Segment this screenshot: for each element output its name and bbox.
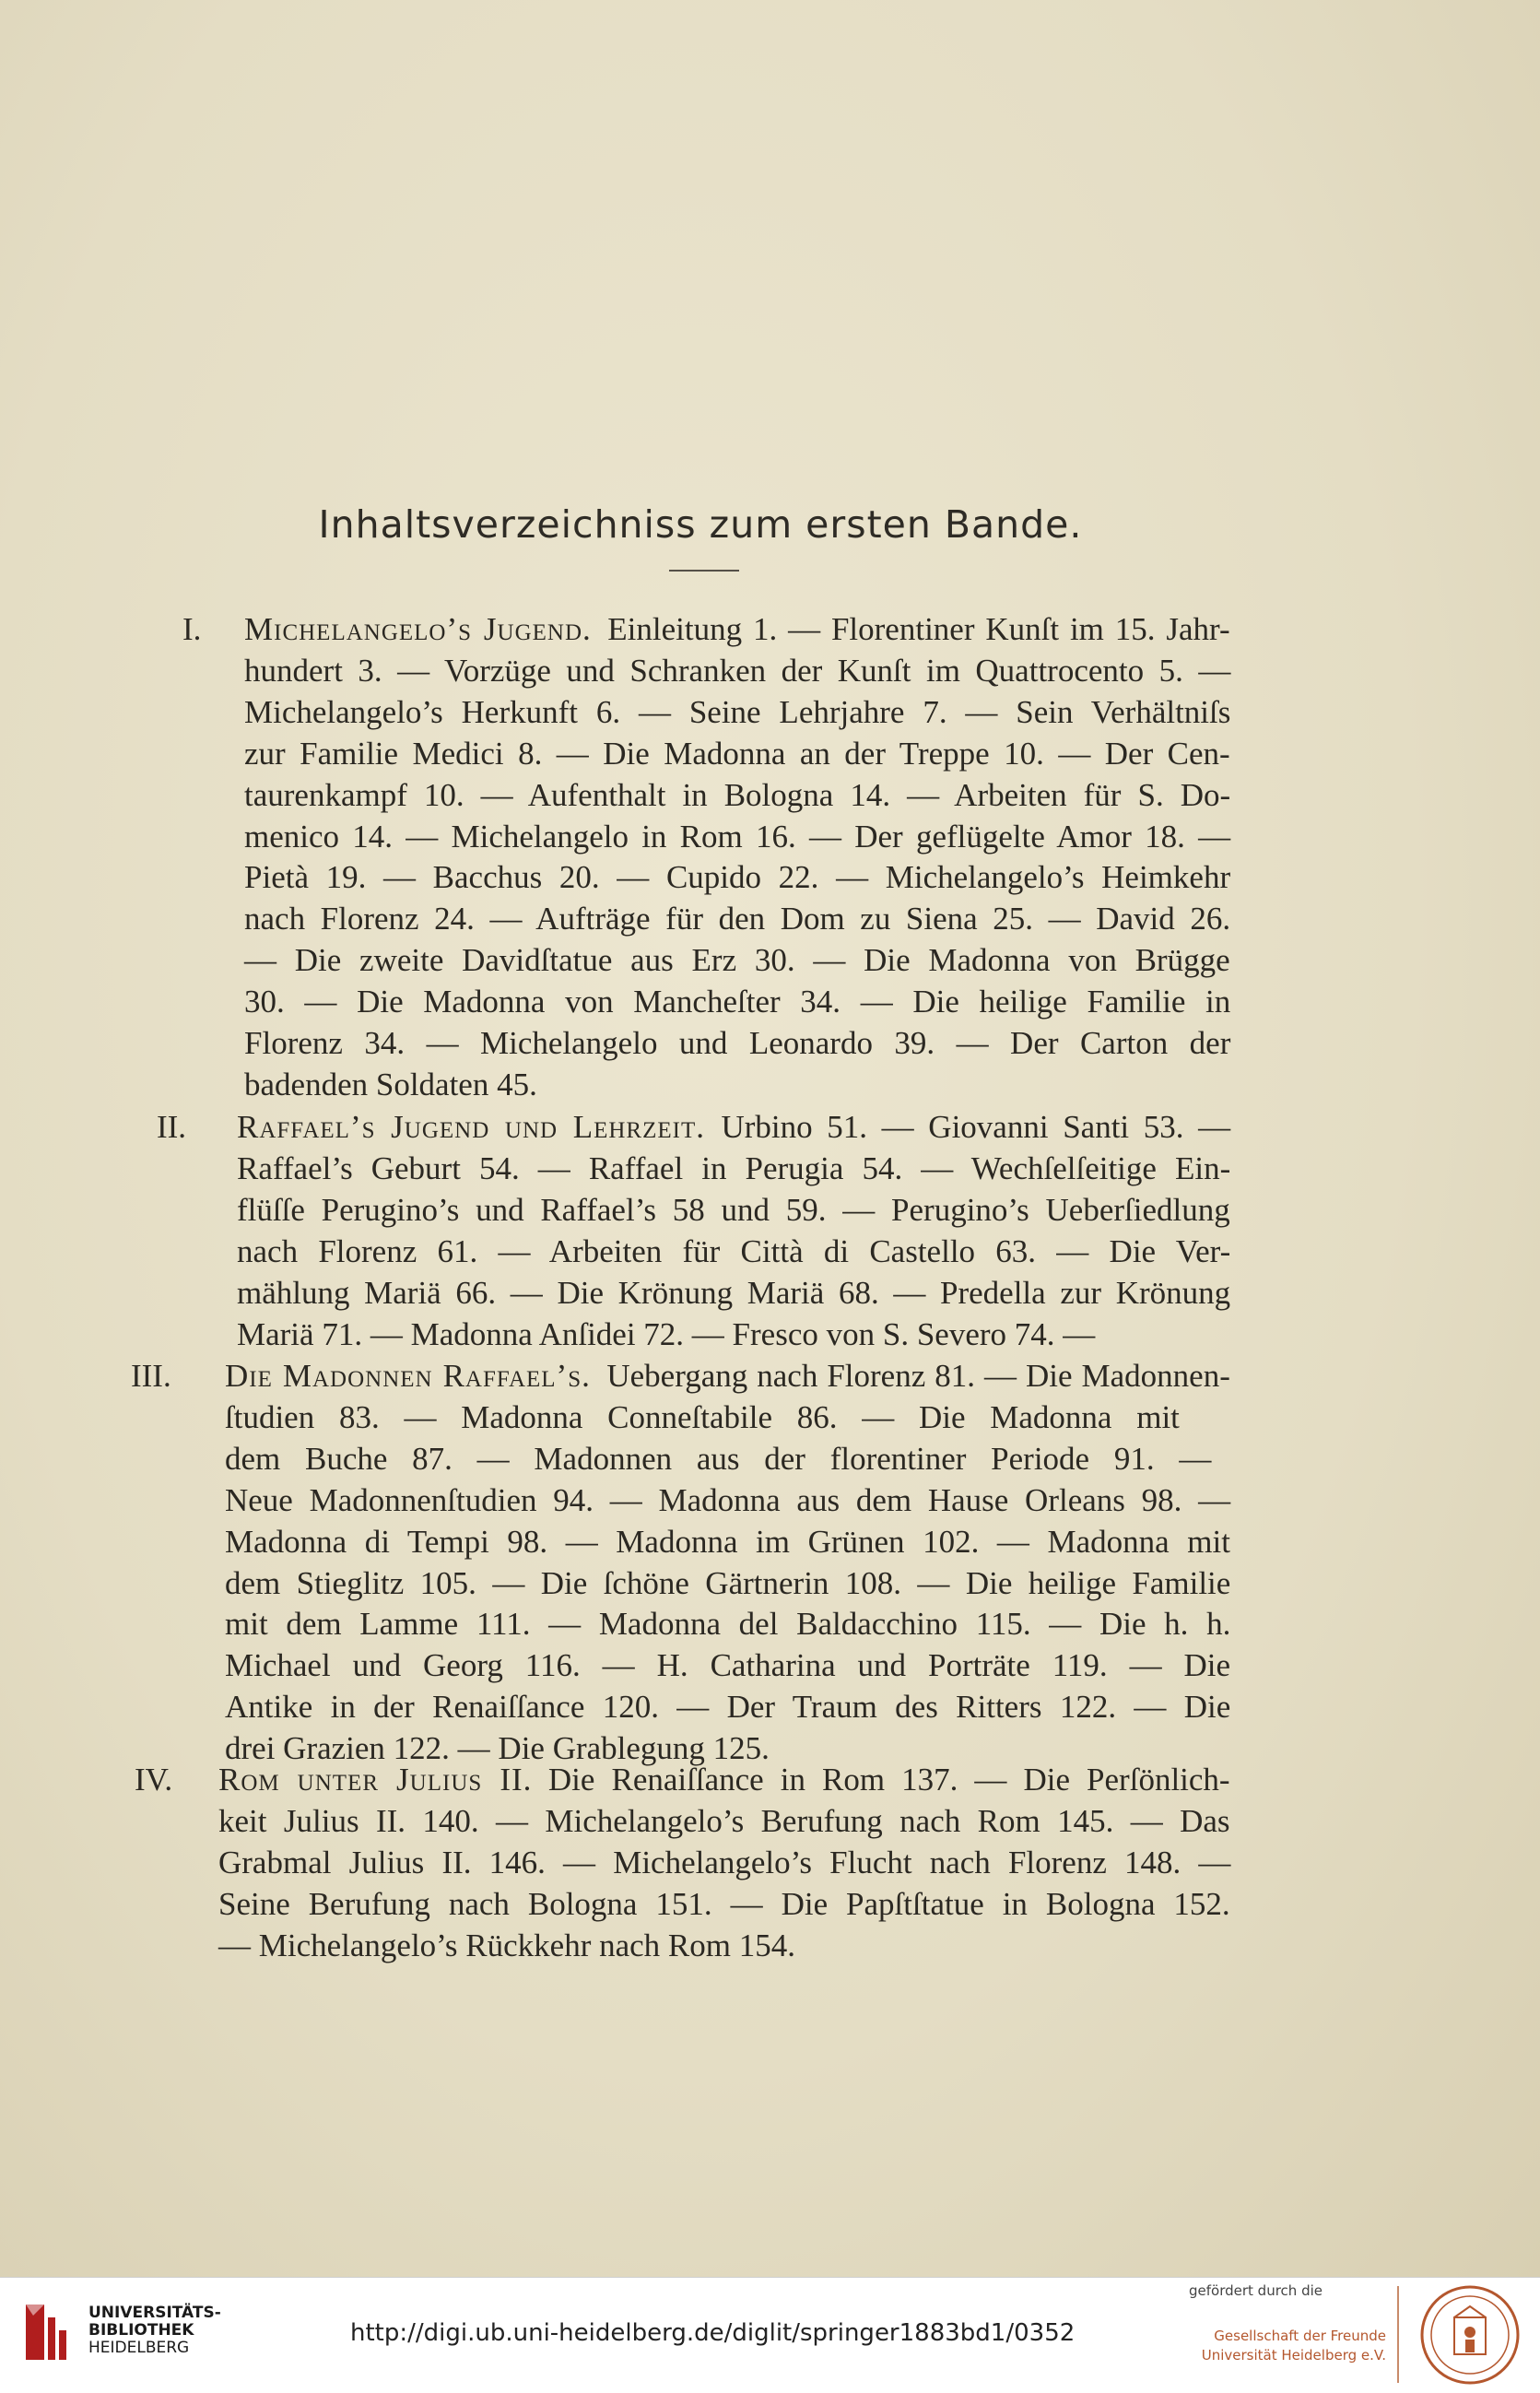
toc-line-text: Die Renaiſſance in Rom 137. — Die Perſönlich- — [547, 1762, 1230, 1798]
toc-line — [244, 736, 1230, 772]
toc-line-text: Mariä 71. — Madonna Anſidei 72. — Fresco von S. Severo 74. — — [237, 1315, 1096, 1352]
toc-line — [237, 1233, 1230, 1270]
chapter-number: I. — [182, 611, 202, 647]
toc-line-text: 30. — Die Madonna von Mancheſter 34. — Die heilige Familie in — [244, 984, 1231, 1020]
toc-line — [244, 819, 1230, 855]
library-name-line3: HEIDELBERG — [88, 2339, 190, 2357]
toc-line — [237, 1192, 1230, 1229]
toc-line-text: hundert 3. — Vorzüge und Schranken der Kunſt im Quattrocento 5. — — [244, 652, 1231, 689]
toc-line — [244, 1067, 537, 1103]
toc-line — [225, 1647, 1230, 1684]
sponsor-line1: Gesellschaft der Freunde — [1214, 2328, 1386, 2344]
toc-line — [244, 859, 1230, 896]
toc-line — [244, 1025, 1230, 1062]
toc-line — [237, 1275, 1230, 1312]
library-name-line1: UNIVERSITÄTS- — [88, 2304, 221, 2322]
chapter-number: IV. — [135, 1762, 173, 1798]
toc-line — [244, 694, 1230, 731]
toc-line-text: badenden Soldaten 45. — [244, 1066, 537, 1102]
toc-line-text: keit Julius II. 140. — Michelangelo’s Berufung nach Rom 145. — Das — [218, 1802, 1230, 1839]
chapter-number: III. — [131, 1358, 171, 1394]
toc-line — [157, 1109, 1231, 1146]
toc-line-text: Grabmal Julius II. 146. — Michelangelo’s Flucht nach Florenz 148. — — [218, 1844, 1231, 1880]
toc-line-text: Madonna di Tempi 98. — Madonna im Grünen 102. — Madonna mit — [225, 1523, 1230, 1560]
toc-line-text: Florenz 34. — Michelangelo und Leonardo 39. — Der Carton der — [244, 1025, 1231, 1061]
toc-line — [225, 1689, 1230, 1726]
university-library-logo-icon — [20, 2297, 76, 2367]
toc-line-text: Raffael’s Geburt 54. — Raffael in Perugia 54. — Wechſelſeitige Ein- — [237, 1149, 1231, 1186]
toc-line-text: mit dem Lamme 111. — Madonna del Baldacchino 115. — Die h. h. — [225, 1606, 1231, 1643]
toc-line — [244, 777, 1230, 814]
toc-line-text: dem Stieglitz 105. — Die ſchöne Gärtnerin 108. — Die heilige Familie — [225, 1564, 1231, 1601]
toc-line — [225, 1399, 1180, 1436]
toc-line — [218, 1845, 1230, 1881]
sponsor-name — [1193, 2327, 1386, 2365]
toc-line — [182, 611, 1230, 648]
toc-line-text: ſtudien 83. — Madonna Conneſtabile 86. — Die Madonna mit — [225, 1398, 1180, 1435]
page-title: Inhaltsverzeichniss zum ersten Bande. — [318, 502, 1083, 547]
toc-line — [225, 1524, 1230, 1561]
toc-line — [244, 942, 1230, 979]
chapter-number: II. — [157, 1109, 187, 1145]
sponsor-divider — [1397, 2286, 1399, 2383]
toc-line-text: Einleitung 1. — Florentiner Kunſt im 15. Jahr- — [607, 611, 1230, 647]
toc-line — [218, 1927, 795, 1964]
toc-line-text: Antike in der Renaiſſance 120. — Der Traum des Ritters 122. — Die — [225, 1689, 1231, 1726]
toc-line — [131, 1358, 1230, 1395]
toc-line — [135, 1762, 1230, 1798]
toc-line-text: zur Familie Medici 8. — Die Madonna an der Treppe 10. — Der Cen- — [244, 735, 1230, 772]
chapter-heading: Rom unter Julius II. — [218, 1762, 533, 1798]
library-name-line2: BIBLIOTHEK — [88, 2321, 194, 2340]
toc-line-text: dem Buche 87. — Madonnen aus der florentiner Periode 91. — — [225, 1440, 1212, 1477]
toc-line-text: nach Florenz 24. — Aufträge für den Dom zu Siena 25. — David 26. — [244, 901, 1231, 937]
toc-line-text: Pietà 19. — Bacchus 20. — Cupido 22. — Michelangelo’s Heimkehr — [244, 859, 1231, 896]
toc-line-text: Michael und Georg 116. — H. Catharina und Porträte 119. — Die — [225, 1647, 1231, 1684]
toc-line-text: taurenkampf 10. — Aufenthalt in Bologna 14. — Arbeiten für S. Do- — [244, 776, 1231, 813]
toc-line-text: mählung Mariä 66. — Die Krönung Mariä 68. — Predella zur Krönung — [237, 1274, 1231, 1311]
chapter-heading: Raffael’s Jugend und Lehrzeit. — [237, 1109, 705, 1145]
permalink-url[interactable]: http://digi.ub.uni-heidelberg.de/diglit/springer1883bd1/0352 — [350, 2319, 1076, 2347]
toc-line-text: Uebergang nach Florenz 81. — Die Madonnen- — [606, 1358, 1230, 1394]
toc-line — [237, 1150, 1230, 1187]
toc-line — [244, 901, 1230, 937]
toc-line — [218, 1803, 1230, 1840]
toc-line — [225, 1482, 1230, 1519]
toc-line-text: Michelangelo’s Herkunft 6. — Seine Lehrjahre 7. — Sein Verhältniſs — [244, 693, 1231, 730]
toc-line-text: Neue Madonnenſtudien 94. — Madonna aus dem Hause Orleans 98. — — [225, 1481, 1231, 1518]
toc-line — [237, 1316, 1095, 1353]
toc-line — [244, 984, 1230, 1020]
toc-line — [225, 1565, 1230, 1602]
toc-line-text: — Michelangelo’s Rückkehr nach Rom 154. — [218, 1927, 795, 1963]
library-name — [88, 2305, 221, 2357]
sponsor-intro: gefördert durch die — [1189, 2282, 1323, 2299]
sponsor-line2: Universität Heidelberg e.V. — [1201, 2347, 1386, 2364]
toc-line-text: flüſſe Perugino’s und Raffael’s 58 und 59. — Perugino’s Ueberſiedlung — [237, 1191, 1230, 1228]
chapter-heading: Die Madonnen Raffael’s. — [225, 1358, 591, 1394]
toc-line-text: Urbino 51. — Giovanni Santi 53. — — [721, 1109, 1231, 1145]
chapter-heading: Michelangelo’s Jugend. — [244, 611, 592, 647]
toc-line — [225, 1441, 1211, 1478]
toc-line-text: menico 14. — Michelangelo in Rom 16. — Der geflügelte Amor 18. — — [244, 818, 1231, 855]
toc-line — [244, 653, 1230, 690]
toc-line-text: nach Florenz 61. — Arbeiten für Città di Castello 63. — Die Ver- — [237, 1232, 1231, 1269]
toc-line-text: Seine Berufung nach Bologna 151. — Die Papſtſtatue in Bologna 152. — [218, 1885, 1230, 1922]
toc-line-text: drei Grazien 122. — Die Grablegung 125. — [225, 1730, 770, 1767]
toc-line-text: — Die zweite Davidſtatue aus Erz 30. — Die Madonna von Brügge — [244, 942, 1230, 979]
university-seal-icon — [1419, 2284, 1521, 2386]
title-rule — [669, 570, 739, 572]
toc-line — [225, 1606, 1230, 1643]
toc-line — [218, 1886, 1230, 1923]
